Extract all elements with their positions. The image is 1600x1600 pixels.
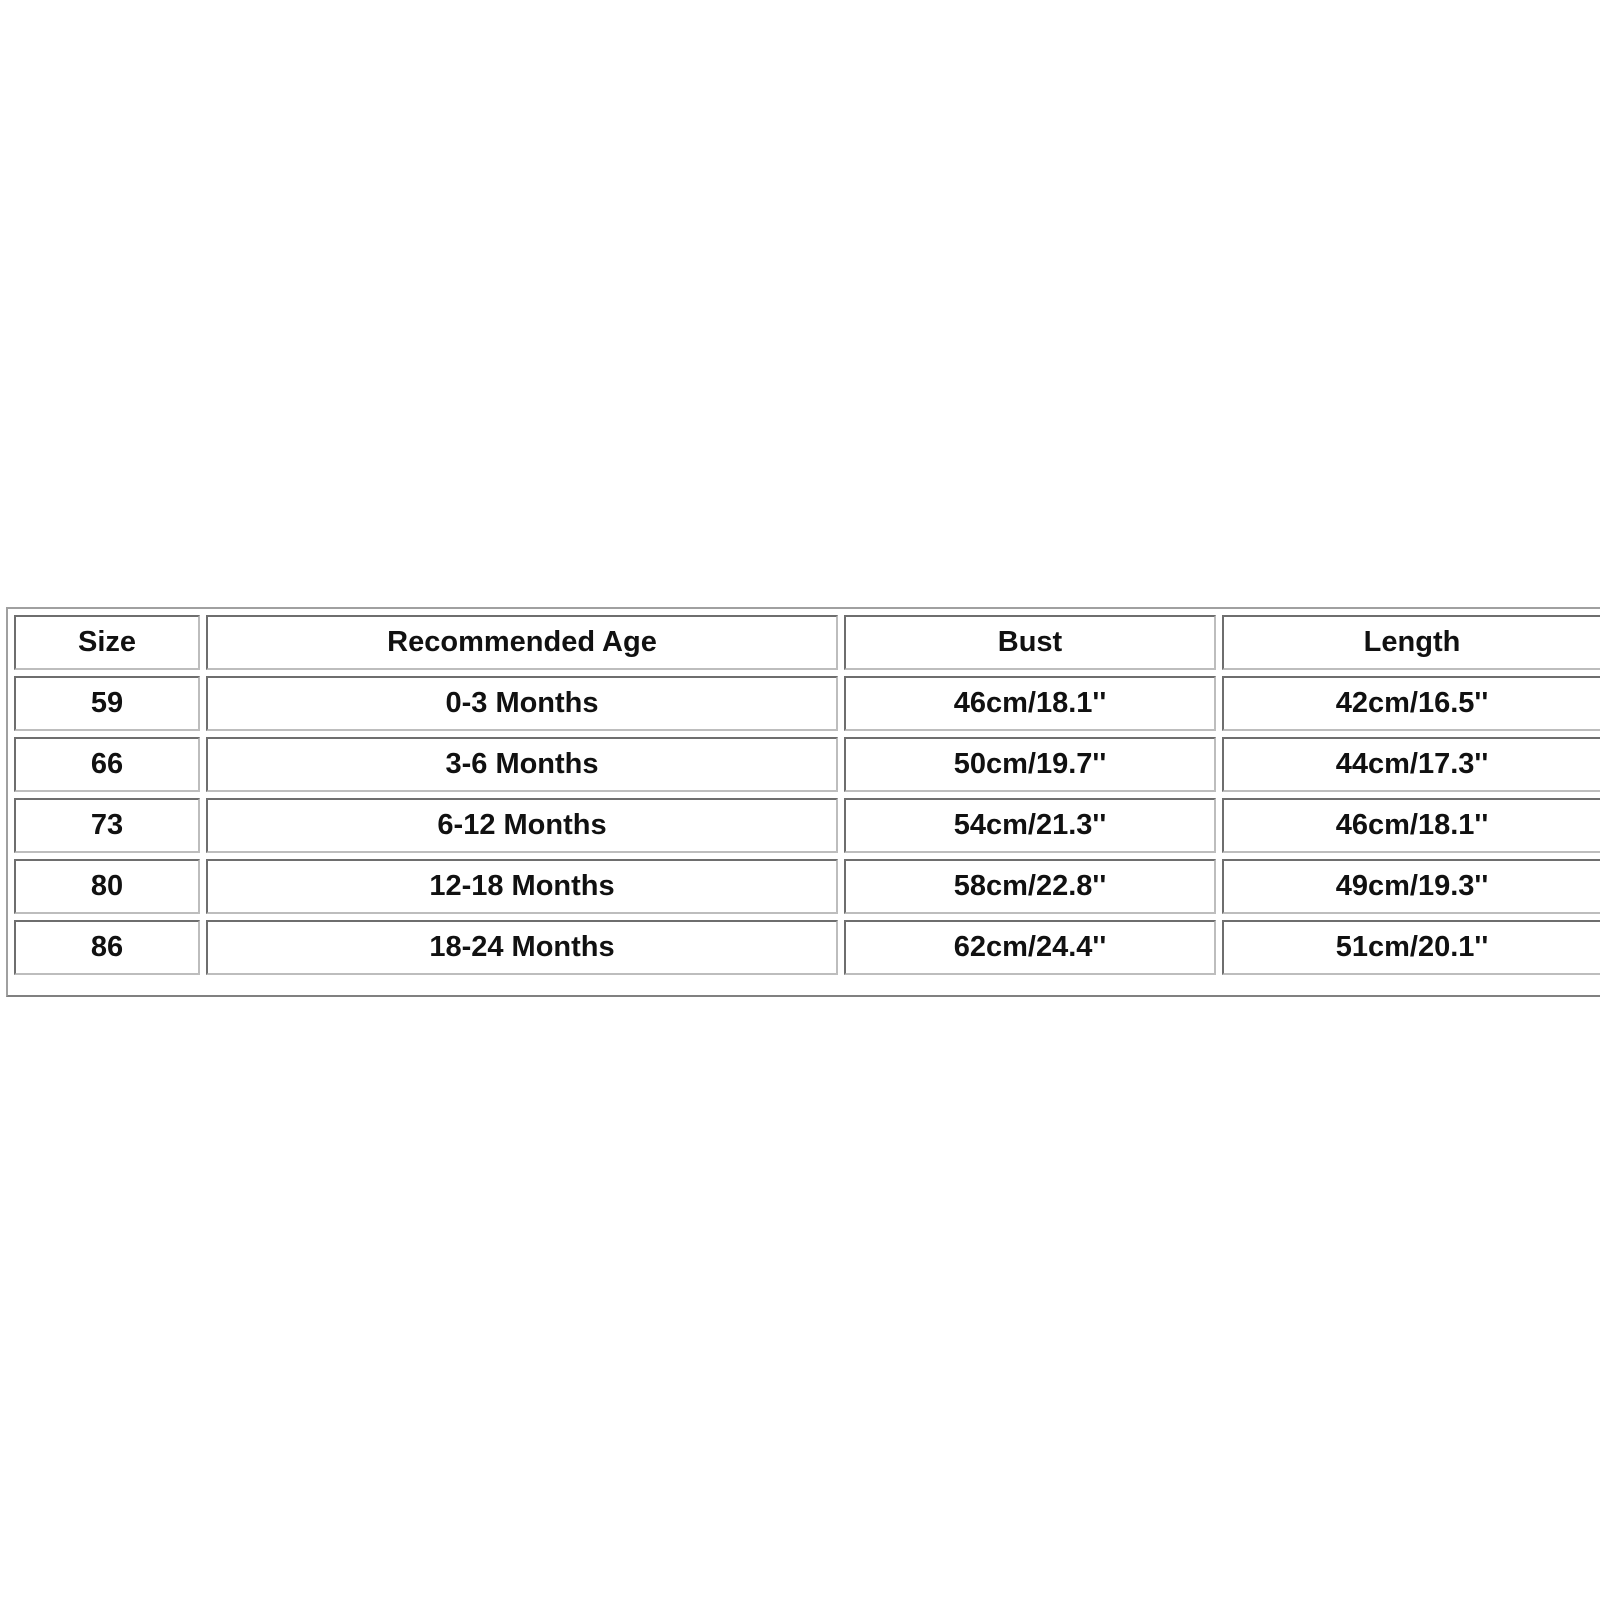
cell-recommended-age: 6-12 Months — [206, 798, 838, 853]
cell-bust: 54cm/21.3'' — [844, 798, 1216, 853]
header-bust: Bust — [844, 615, 1216, 670]
cell-size: 66 — [14, 737, 200, 792]
cell-size: 73 — [14, 798, 200, 853]
cell-bust: 62cm/24.4'' — [844, 920, 1216, 975]
cell-length: 46cm/18.1'' — [1222, 798, 1600, 853]
table-row — [14, 859, 1600, 914]
cell-length: 42cm/16.5'' — [1222, 676, 1600, 731]
cell-length: 44cm/17.3'' — [1222, 737, 1600, 792]
cell-recommended-age: 0-3 Months — [206, 676, 838, 731]
cell-recommended-age: 12-18 Months — [206, 859, 838, 914]
cell-bust: 50cm/19.7'' — [844, 737, 1216, 792]
cell-size: 86 — [14, 920, 200, 975]
header-length: Length — [1222, 615, 1600, 670]
cell-recommended-age: 3-6 Months — [206, 737, 838, 792]
cell-recommended-age: 18-24 Months — [206, 920, 838, 975]
size-chart-frame — [6, 607, 1600, 997]
size-chart-table — [8, 609, 1600, 981]
table-row — [14, 737, 1600, 792]
table-row — [14, 920, 1600, 975]
cell-length: 49cm/19.3'' — [1222, 859, 1600, 914]
cell-size: 59 — [14, 676, 200, 731]
cell-bust: 58cm/22.8'' — [844, 859, 1216, 914]
cell-length: 51cm/20.1'' — [1222, 920, 1600, 975]
cell-bust: 46cm/18.1'' — [844, 676, 1216, 731]
header-size: Size — [14, 615, 200, 670]
table-row — [14, 798, 1600, 853]
header-recommended-age: Recommended Age — [206, 615, 838, 670]
header-row — [14, 615, 1600, 670]
table-row — [14, 676, 1600, 731]
cell-size: 80 — [14, 859, 200, 914]
